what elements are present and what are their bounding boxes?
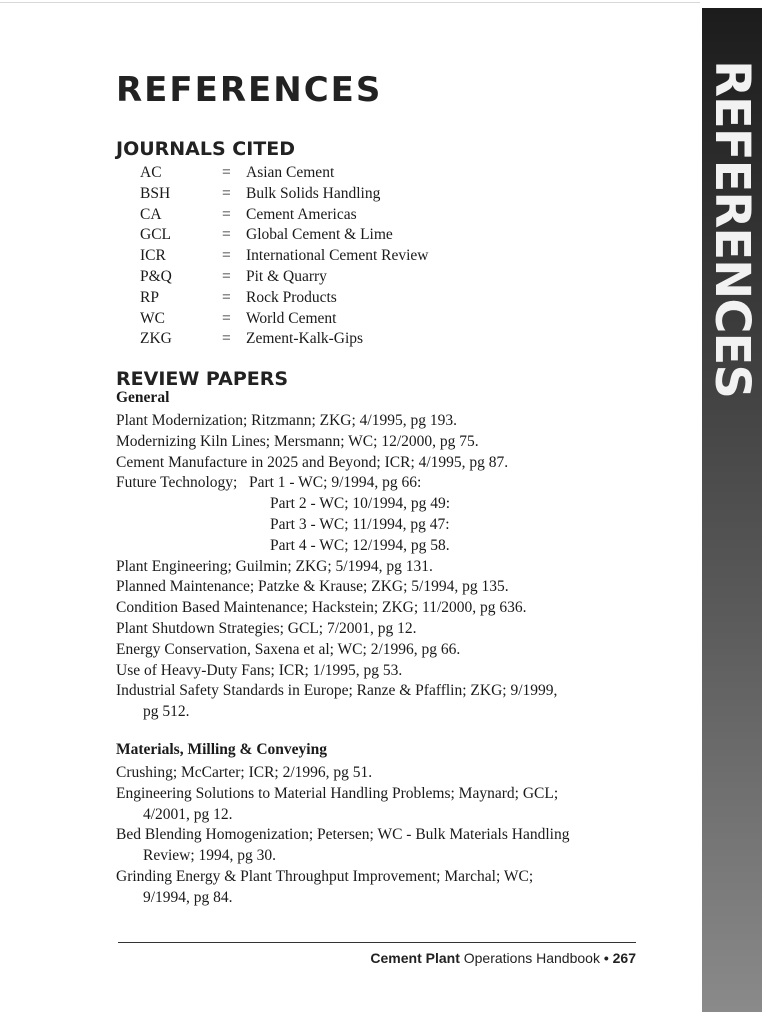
reference-entry: Modernizing Kiln Lines; Mersmann; WC; 12/2000, pg 75. xyxy=(116,432,479,450)
equals-sign: = xyxy=(222,267,231,285)
equals-sign: = xyxy=(222,247,231,265)
journal-name: Pit & Quarry xyxy=(246,267,327,285)
journal-row xyxy=(140,163,429,184)
equals-sign: = xyxy=(222,164,231,181)
equals-sign: = xyxy=(222,226,231,244)
journal-abbr: RP xyxy=(140,288,159,306)
reference-entry-continued: Review; 1994, pg 30. xyxy=(143,847,277,865)
footer-rule xyxy=(118,942,636,943)
journal-name: Asian Cement xyxy=(246,164,335,181)
reference-entry-continued: 4/2001, pg 12. xyxy=(143,805,233,823)
footer-book-title: Cement Plant xyxy=(370,950,460,966)
side-tab-text: REFERENCES xyxy=(704,60,760,398)
journal-name: International Cement Review xyxy=(246,247,429,265)
reference-entry: Crushing; McCarter; ICR; 2/1996, pg 51. xyxy=(116,764,373,781)
general-subheading: General xyxy=(116,389,170,406)
equals-sign: = xyxy=(222,288,231,306)
journal-name: World Cement xyxy=(246,309,337,327)
journal-row xyxy=(140,309,429,330)
journal-abbr: WC xyxy=(140,309,165,327)
reference-entry: Planned Maintenance; Patzke & Krause; ZKG; 5/1994, pg 135. xyxy=(116,578,509,596)
reference-entry: Plant Engineering; Guilmin; ZKG; 5/1994, pg 131. xyxy=(116,557,433,575)
page-number: 267 xyxy=(612,950,636,966)
journal-abbr: P&Q xyxy=(140,267,172,285)
reference-entry: Part 3 - WC; 11/1994, pg 47: xyxy=(270,515,450,533)
equals-sign: = xyxy=(222,184,231,202)
reference-entry: Future Technology; Part 1 - WC; 9/1994, pg 66: xyxy=(116,474,422,492)
page-title: REFERENCES xyxy=(116,70,383,110)
equals-sign: = xyxy=(222,330,231,348)
review-papers-heading: REVIEW PAPERS xyxy=(116,368,289,390)
reference-entry: Bed Blending Homogenization; Petersen; WC - Bulk Materials Handling xyxy=(116,826,570,844)
journal-name: Cement Americas xyxy=(246,205,357,223)
top-rule xyxy=(0,2,700,3)
journal-abbr: ICR xyxy=(140,247,166,265)
reference-entry: Industrial Safety Standards in Europe; Ranze & Pfafflin; ZKG; 9/1999, xyxy=(116,682,558,700)
journal-name: Global Cement & Lime xyxy=(246,226,393,244)
journal-abbr: BSH xyxy=(140,184,171,202)
journal-list xyxy=(140,163,429,350)
reference-entry: Part 4 - WC; 12/1994, pg 58. xyxy=(270,536,450,554)
journal-name: Zement-Kalk-Gips xyxy=(246,330,364,348)
general-reference-list xyxy=(116,411,557,723)
journal-row xyxy=(140,246,429,267)
journals-heading: JOURNALS CITED xyxy=(116,138,296,160)
reference-entry: Part 2 - WC; 10/1994, pg 49: xyxy=(270,495,451,513)
equals-sign: = xyxy=(222,205,231,223)
journal-name: Rock Products xyxy=(246,288,337,306)
reference-entry-continued: 9/1994, pg 84. xyxy=(143,888,233,906)
reference-entry: Condition Based Maintenance; Hackstein; ZKG; 11/2000, pg 636. xyxy=(116,599,527,617)
journal-row xyxy=(140,205,429,226)
journal-row xyxy=(140,329,429,350)
journal-row xyxy=(140,288,429,309)
reference-entry: Plant Modernization; Ritzmann; ZKG; 4/1995, pg 193. xyxy=(116,412,457,429)
materials-subheading: Materials, Milling & Conveying xyxy=(116,741,327,758)
reference-entry-continued: pg 512. xyxy=(143,703,190,721)
footer-bullet: • xyxy=(603,950,609,966)
journal-abbr: CA xyxy=(140,205,162,223)
materials-reference-list xyxy=(116,763,569,909)
reference-entry: Use of Heavy-Duty Fans; ICR; 1/1995, pg 53. xyxy=(116,661,403,679)
reference-entry: Cement Manufacture in 2025 and Beyond; ICR; 4/1995, pg 87. xyxy=(116,453,509,471)
side-tab-label xyxy=(704,60,760,398)
journal-row xyxy=(140,225,429,246)
page-footer xyxy=(118,950,636,966)
equals-sign: = xyxy=(222,309,231,327)
journal-row xyxy=(140,267,429,288)
reference-entry: Plant Shutdown Strategies; GCL; 7/2001, pg 12. xyxy=(116,619,417,637)
journal-abbr: GCL xyxy=(140,226,171,244)
reference-entry: Grinding Energy & Plant Throughput Improvement; Marchal; WC; xyxy=(116,867,534,885)
reference-entry: Energy Conservation, Saxena et al; WC; 2/1996, pg 66. xyxy=(116,640,461,658)
journal-abbr: AC xyxy=(140,164,162,181)
journal-abbr: ZKG xyxy=(140,330,172,348)
footer-book-subtitle: Operations Handbook xyxy=(459,950,604,966)
journal-name: Bulk Solids Handling xyxy=(246,184,381,202)
reference-entry: Engineering Solutions to Material Handling Problems; Maynard; GCL; xyxy=(116,784,559,802)
journal-row xyxy=(140,184,429,205)
